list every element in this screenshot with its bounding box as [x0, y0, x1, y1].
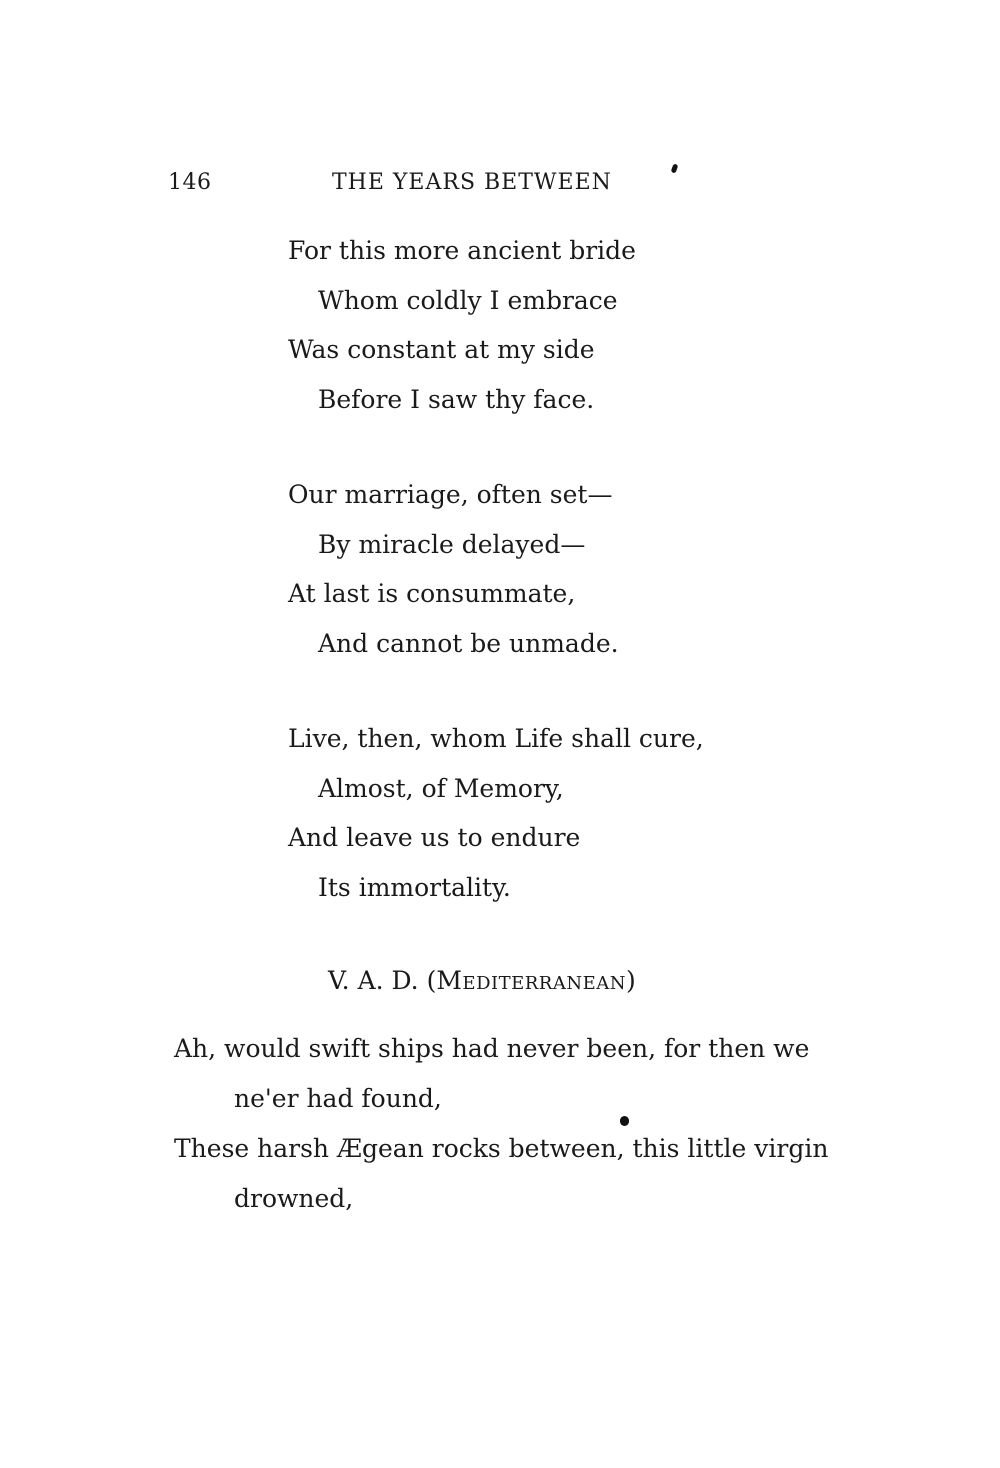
poem-stanzas: [288, 226, 848, 958]
stanza: [288, 470, 848, 668]
verse-line: And leave us to endure: [288, 823, 581, 852]
poem-title-subtitle: Mediterranean: [436, 966, 626, 995]
verse-line: At last is consummate,: [288, 579, 576, 608]
verse-line: Was constant at my side: [288, 335, 595, 364]
verse-line: These harsh Ægean rocks between, this little virgin: [174, 1134, 829, 1163]
page-number: 146: [168, 170, 212, 195]
poem-title-close: ): [626, 966, 636, 995]
verse-line: Before I saw thy face.: [318, 384, 595, 414]
verse-line: For this more ancient bride: [288, 236, 636, 265]
running-title: THE YEARS BETWEEN: [332, 170, 612, 195]
poem-body: [174, 1024, 854, 1224]
verse-line: By miracle delayed—: [318, 529, 586, 559]
verse-line: Live, then, whom Life shall cure,: [288, 724, 704, 753]
ink-speck: [620, 1116, 629, 1126]
stanza: [288, 226, 848, 424]
verse-line: Whom coldly I embrace: [318, 285, 618, 315]
poem-title: [328, 966, 636, 995]
verse-line: Our marriage, often set—: [288, 480, 613, 509]
poem-title-main: V. A. D. (: [328, 966, 437, 995]
verse-line: Its immortality.: [318, 872, 511, 902]
verse-line: Ah, would swift ships had never been, for then we: [174, 1034, 810, 1063]
running-header: [168, 170, 688, 202]
verse-line-continuation: drowned,: [234, 1184, 354, 1213]
verse-line: Almost, of Memory,: [318, 773, 564, 803]
verse-line: And cannot be unmade.: [318, 628, 619, 658]
verse-line-continuation: ne'er had found,: [234, 1084, 442, 1113]
stanza: [288, 714, 848, 912]
